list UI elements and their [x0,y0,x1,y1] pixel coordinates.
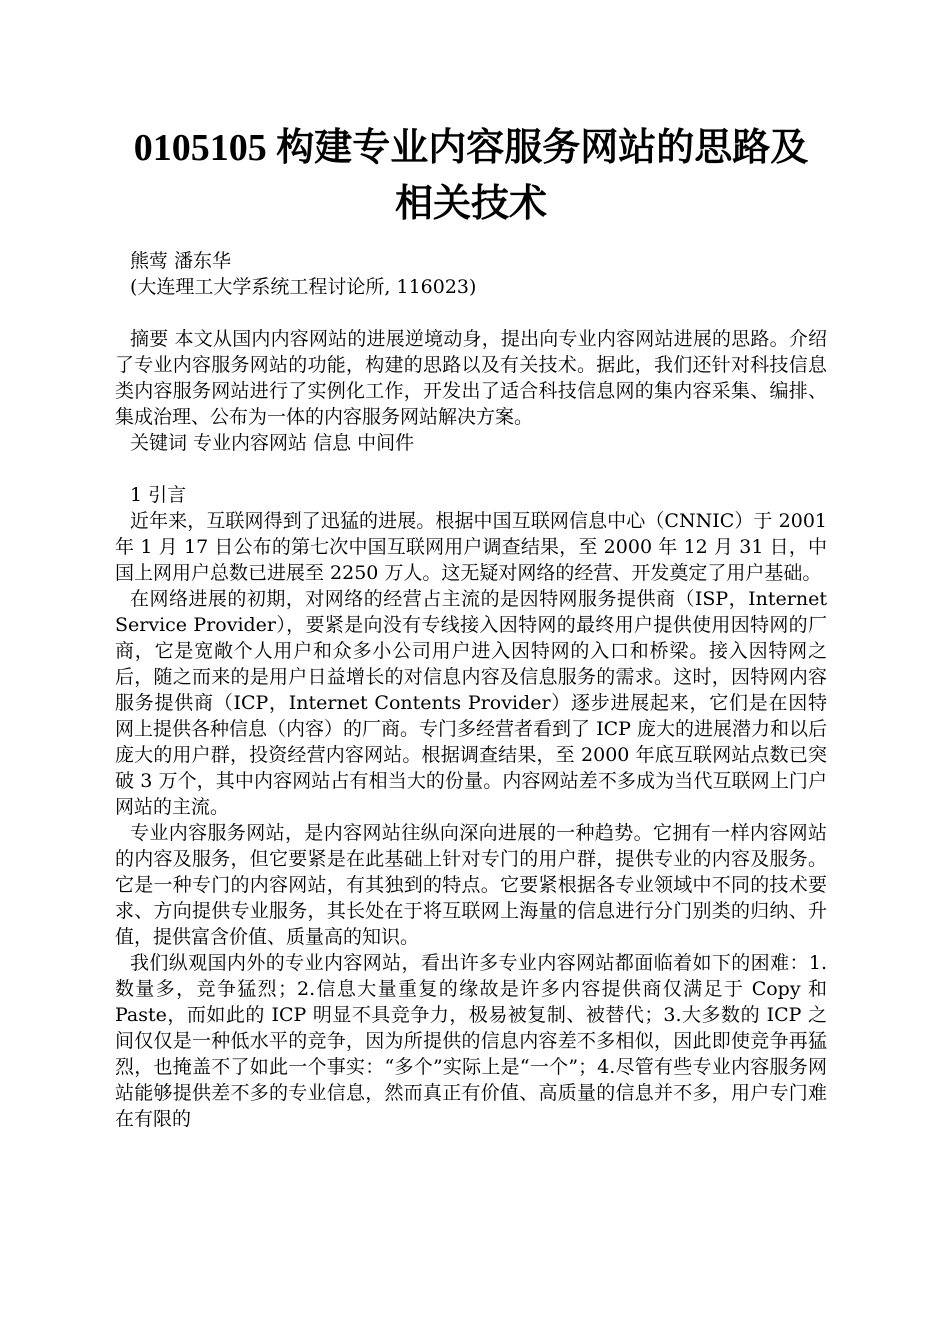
section-heading: 1 引言 [130,484,187,506]
document-title: 0105105 构建专业内容服务网站的思路及相关技术 [133,127,809,225]
authors-line: 熊莺 潘东华 [130,250,232,272]
body-paragraph: 专业内容服务网站，是内容网站往纵向深向进展的一种趋势。它拥有一样内容网站的内容及服务，但它要紧是在此基础上针对专门的用户群，提供专业的内容及服务。它是一种专门的内容网站，有其独到的特点。它要紧根据各专业领域中不同的技术要求、方向提供专业服务，其长处在于将互联网上海量的信息进行分门别类的归纳、升值，提供富含价值、质量高的知识。 [115,822,827,948]
spacer [115,456,827,482]
body-paragraph: 近年来，互联网得到了迅猛的进展。根据中国互联网信息中心（CNNIC）于 2001 年 1 月 17 日公布的第七次中国互联网用户调查结果，至 2000 年 12 月 31 日，中国上网用户总数已进展至 2250 万人。这无疑对网络的经营、开发奠定了用户基础。 [115,510,827,584]
body-paragraph: 我们纵观国内外的专业内容网站，看出许多专业内容网站都面临着如下的困难：1.数量多，竞争猛烈；2.信息大量重复的缘故是许多内容提供商仅满足于 Copy 和 Paste，而如此的 ICP 明显不具竞争力，极易被复制、被替代；3.大多数的 ICP 之间仅仅是一种低水平的竞争，因为所提供的信息内容差不多相似，因此即使竞争再猛烈，也掩盖不了如此一个事实：“多个”实际上是“一个”；4.尽管有些专业内容服务网站能够提供差不多的专业信息，然而真正有价值、高质量的信息并不多，用户专门难在有限的 [115,952,827,1130]
document-body [115,248,827,1132]
abstract-paragraph: 摘要 本文从国内内容网站的进展逆境动身，提出向专业内容网站进展的思路。介绍了专业内容服务网站的功能，构建的思路以及有关技术。据此，我们还针对科技信息类内容服务网站进行了实例化工作，开发出了适合科技信息网的集内容采集、编排、集成治理、公布为一体的内容服务网站解决方案。 [115,328,827,428]
spacer [115,300,827,326]
affiliation-line: (大连理工大学系统工程讨论所, 116023) [130,276,477,298]
body-paragraph: 在网络进展的初期，对网络的经营占主流的是因特网服务提供商（ISP，Internet Service Provider），要紧是向没有专线接入因特网的最终用户提供使用因特网的厂商，它是宽敞个人用户和众多小公司用户进入因特网的入口和桥梁。接入因特网之后，随之而来的是用户日益增长的对信息内容及信息服务的需求。这时，因特网内容服务提供商（ICP，Internet Contents Provider）逐步进展起来，它们是在因特网上提供各种信息（内容）的厂商。专门多经营者看到了 ICP 庞大的进展潜力和以后庞大的用户群，投资经营内容网站。根据调查结果，至 2000 年底互联网站点数已突破 3 万个，其中内容网站占有相当大的份量。内容网站差不多成为当代互联网上门户网站的主流。 [115,588,827,818]
keywords-line: 关键词 专业内容网站 信息 中间件 [130,432,415,454]
